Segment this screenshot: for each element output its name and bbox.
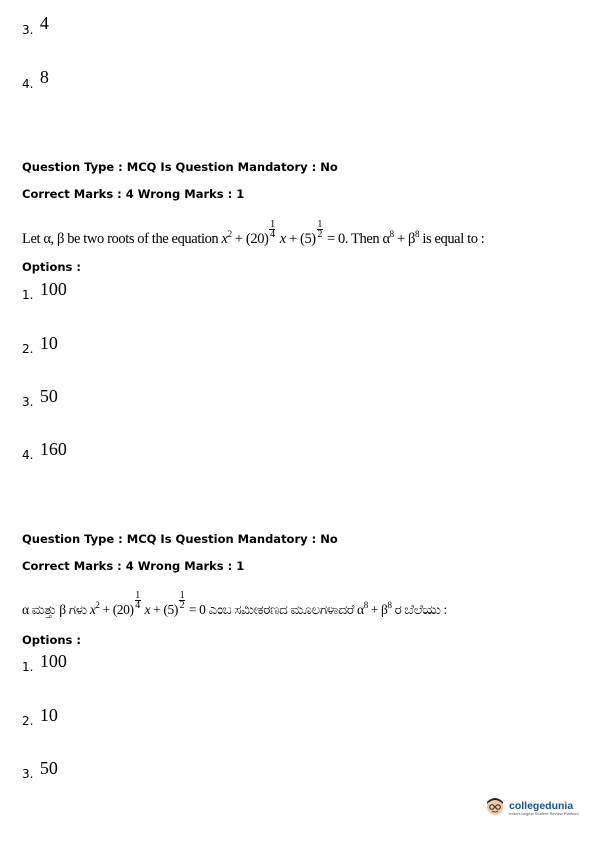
- question-text-part: ರ ಬೆಲೆಯು :: [394, 602, 447, 617]
- math-exp: 8: [363, 600, 368, 610]
- math-op: +: [370, 602, 379, 617]
- option-number: 1.: [22, 660, 34, 674]
- math-term: (20): [245, 231, 269, 247]
- math-exp: 2: [227, 229, 232, 239]
- option-value: 50: [39, 758, 58, 778]
- math-exp: 8: [415, 229, 420, 239]
- option-value: 100: [39, 651, 67, 671]
- math-fraction: [317, 220, 323, 239]
- math-op: +: [289, 231, 297, 247]
- equation: [221, 219, 345, 247]
- option-item: [22, 279, 67, 304]
- math-var: x: [144, 602, 151, 617]
- question-meta-type: Question Type : MCQ Is Question Mandatory : No: [22, 160, 338, 174]
- option-number: 3.: [22, 395, 34, 409]
- option-number: 1.: [22, 288, 34, 302]
- option-value: 50: [39, 386, 58, 406]
- mascot-icon: [484, 795, 506, 822]
- expression: [382, 231, 419, 247]
- math-fraction: [179, 591, 185, 610]
- question-text-part: ಎಂಬ ಸಮೀಕರಣದ ಮೂಲಗಳಾದರೆ: [208, 602, 355, 617]
- option-value: 10: [39, 333, 58, 353]
- option-item: [22, 651, 67, 676]
- options-label: Options :: [22, 633, 81, 647]
- math-var: α: [357, 602, 364, 617]
- option-item: [22, 333, 58, 358]
- math-exp: 2: [95, 600, 100, 610]
- fraction-den: 4: [135, 600, 140, 612]
- option-number: 3.: [22, 23, 34, 37]
- option-item: [22, 758, 58, 783]
- option-item: [22, 439, 67, 464]
- math-op: +: [153, 602, 161, 617]
- option-number: 2.: [22, 714, 34, 728]
- logo-tagline: India's largest Student Review Platform: [509, 811, 579, 816]
- math-term: (5): [300, 231, 316, 247]
- math-var: α: [382, 231, 390, 247]
- math-term: (5): [163, 602, 178, 617]
- math-exp: 8: [389, 229, 394, 239]
- question-meta-marks: Correct Marks : 4 Wrong Marks : 1: [22, 187, 245, 201]
- math-var: β: [408, 231, 415, 247]
- question-text-part: α ಮತ್ತು β ಗಳು: [22, 602, 87, 617]
- question-text-part: is equal to :: [422, 231, 485, 247]
- fraction-num: 1: [179, 590, 185, 602]
- math-fraction: [269, 220, 275, 239]
- math-exp: 8: [387, 600, 392, 610]
- options-label: Options :: [22, 260, 81, 274]
- fraction-num: 1: [317, 219, 323, 231]
- option-value: 8: [39, 67, 49, 87]
- question-text-part: . Then: [344, 231, 380, 247]
- question-meta-marks: Correct Marks : 4 Wrong Marks : 1: [22, 559, 245, 573]
- collegedunia-logo: [484, 795, 579, 822]
- fraction-num: 1: [135, 590, 140, 602]
- fraction-num: 1: [270, 219, 275, 231]
- math-var: x: [89, 602, 96, 617]
- option-number: 4.: [22, 77, 34, 91]
- question-meta-type: Question Type : MCQ Is Question Mandatory : No: [22, 532, 338, 546]
- option-number: 2.: [22, 342, 34, 356]
- option-value: 160: [39, 439, 67, 459]
- question-text: [22, 590, 447, 620]
- math-var: β: [381, 602, 388, 617]
- option-value: 4: [39, 13, 49, 33]
- option-item: [22, 67, 49, 93]
- fraction-den: 4: [270, 229, 275, 241]
- math-fraction: [135, 591, 141, 610]
- fraction-den: 2: [317, 229, 323, 241]
- option-item: [22, 13, 49, 39]
- option-item: [22, 386, 58, 411]
- equation: [89, 590, 206, 617]
- question-text: [22, 219, 485, 249]
- math-eq: = 0: [188, 602, 206, 617]
- expression: [357, 602, 392, 617]
- option-number: 4.: [22, 448, 34, 462]
- option-item: [22, 705, 58, 730]
- logo-name: collegedunia: [509, 800, 574, 812]
- math-var: x: [279, 231, 286, 247]
- option-value: 100: [39, 279, 67, 299]
- fraction-den: 2: [179, 600, 185, 612]
- math-op: +: [102, 602, 110, 617]
- question-text-part: Let α, β be two roots of the equation: [22, 231, 219, 247]
- math-eq: = 0: [326, 231, 345, 247]
- option-number: 3.: [22, 767, 34, 781]
- math-op: +: [234, 231, 243, 247]
- math-term: (20): [112, 602, 134, 617]
- logo-text: [509, 801, 579, 816]
- math-op: +: [397, 231, 405, 247]
- math-var: x: [221, 231, 228, 247]
- option-value: 10: [39, 705, 58, 725]
